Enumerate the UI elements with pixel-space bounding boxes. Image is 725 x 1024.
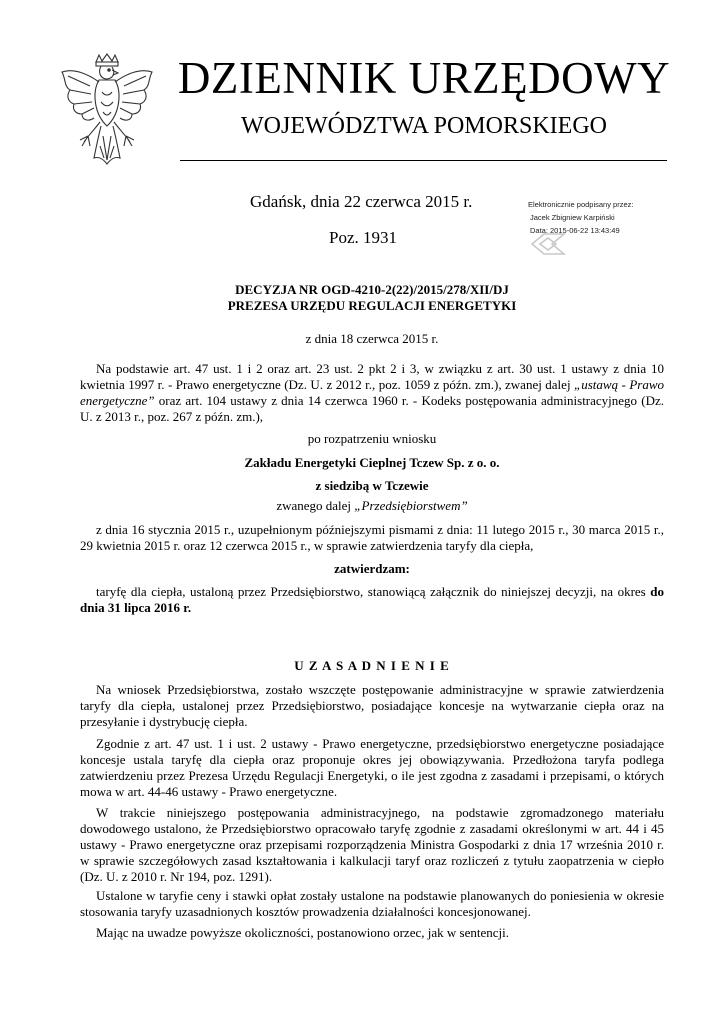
after-review: po rozpatrzeniu wniosku: [307, 431, 437, 446]
legal-basis-part2: oraz art. 104 ustawy z dnia 14 czerwca 1960 r. - Kodeks postępowania administracyjnego (Dz. U. z 2013 r., poz. 267 z późn. zm.),: [80, 393, 664, 424]
place-date: Gdańsk, dnia 22 czerwca 2015 r.: [250, 192, 473, 211]
justification-paragraph-2: Zgodnie z art. 47 ust. 1 i ust. 2 ustawy - Prawo energetyczne, przedsiębiorstwo energetyczne posiadające koncesje ustala taryfę dla ciepła oraz proponuje okres jej obowiązywania. Przedłożona taryfa podlega zatwierdzeniu przez Prezesa Urzędu Regulacji Energetyki, o ile jest zgodna z zasadami i przepisami, o których mowa w art. 44-46 ustawy - Prawo energetyczne.: [80, 736, 664, 799]
signature-mark-icon: [530, 232, 566, 256]
approval-text: [80, 584, 664, 616]
legal-basis-term: „ustawą - Prawo energetyczne”: [80, 377, 664, 408]
justification-paragraph-3: W trakcie niniejszego postępowania administracyjnego, na podstawie zgromadzonego materiału dowodowego ustalono, że Przedsiębiorstwo opracowało taryfę zgodnie z zasadami określonymi w art. 44 i 45 ustawy - Prawo energetyczne oraz przepisami rozporządzenia Ministra Gospodarki z dnia 17 września 2010 r. w sprawie szczegółowych zasad kształtowania i kalkulacji taryf oraz rozliczeń z tytułu zaopatrzenia w ciepło (Dz. U. z 2010 r. Nr 194, poz. 1291).: [80, 805, 664, 884]
approve-heading: zatwierdzam:: [334, 561, 410, 576]
decision-title: [80, 282, 664, 314]
journal-subtitle: WOJEWÓDZTWA POMORSKIEGO: [241, 113, 607, 139]
approval-deadline: do dnia 31 lipca 2016 r.: [80, 584, 664, 615]
legal-basis: [80, 361, 664, 425]
company-alias-term: „Przedsiębiorstwem”: [354, 498, 468, 513]
application-details: z dnia 16 stycznia 2015 r., uzupełnionym późniejszymi pismami z dnia: 11 lutego 2015 r., 30 marca 2015 r., 29 kwietnia 2015 r. oraz 12 czerwca 2015 r., w sprawie zatwierdzenia taryfy dla ciepła,: [80, 522, 664, 553]
esign-date: Data: 2015-06-22 13:43:49: [530, 226, 620, 235]
justification-paragraph-4: Ustalone w taryfie ceny i stawki opłat zostały ustalone na podstawie planowanych do poniesienia w okresie stosowania taryfy uzasadnionych kosztów prowadzenia działalności koncesjonowanej.: [80, 888, 664, 919]
esign-signer: Jacek Zbigniew Karpiński: [530, 213, 615, 222]
esign-label: Elektronicznie podpisany przez:: [528, 200, 634, 209]
decision-number: DECYZJA NR OGD-4210-2(22)/2015/278/XII/DJ: [235, 282, 509, 297]
decision-date: z dnia 18 czerwca 2015 r.: [305, 331, 439, 346]
justification-heading: U Z A S A D N I E N I E: [294, 658, 450, 673]
position-number: Poz. 1931: [329, 228, 397, 247]
approval-text-body: taryfę dla ciepła, ustaloną przez Przedsiębiorstwo, stanowiącą załącznik do niniejszej decyzji, na okres: [96, 584, 651, 599]
eagle-emblem-icon: [58, 52, 156, 166]
decision-issuer: PREZESA URZĘDU REGULACJI ENERGETYKI: [227, 298, 517, 313]
company-alias-prefix: zwanego dalej: [276, 498, 355, 513]
justification-paragraph-5: Mając na uwadze powyższe okoliczności, postanowiono orzec, jak w sentencji.: [96, 925, 509, 940]
legal-basis-part1: Na podstawie art. 47 ust. 1 i 2 oraz art. 23 ust. 2 pkt 2 i 3, w związku z art. 30 ust. 1 ustawy z dnia 10 kwietnia 1997 r. - Prawo energetyczne (Dz. U. z 2012 r., poz. 1059 z późn. zm.), zwanej dalej: [80, 361, 664, 392]
company-seat: z siedzibą w Tczewie: [315, 478, 429, 493]
header-divider: [180, 160, 667, 161]
company-name: Zakładu Energetyki Cieplnej Tczew Sp. z o. o.: [244, 455, 500, 470]
justification-paragraph-1: Na wniosek Przedsiębiorstwa, zostało wszczęte postępowanie administracyjne w sprawie zatwierdzenia taryfy dla ciepła, ustalonej przez Przedsiębiorstwo, posiadające koncesje na wytwarzanie ciepła oraz na przesyłanie i dystrybucję ciepła.: [80, 682, 664, 729]
journal-title: DZIENNIK URZĘDOWY: [177, 53, 671, 103]
company-alias: [80, 498, 664, 514]
